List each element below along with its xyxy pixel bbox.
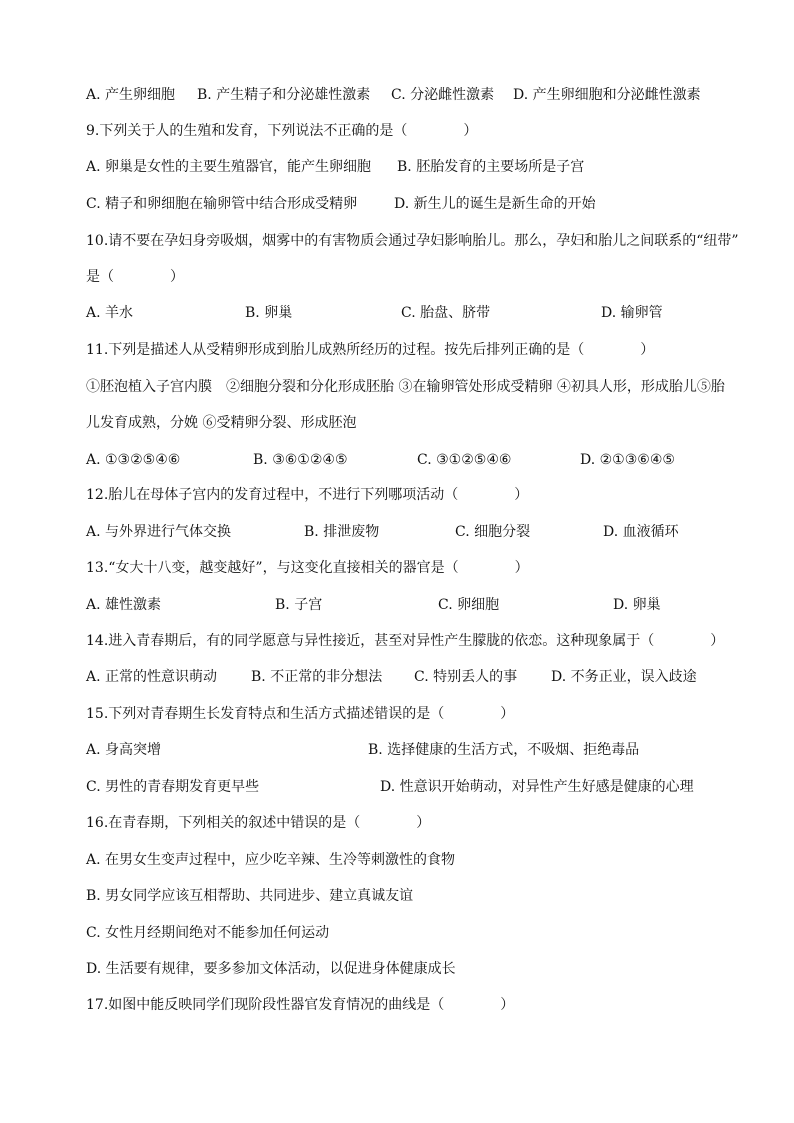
q11-option-a: A. ①③②⑤④⑥ [86, 452, 181, 468]
q9-option-b: B. 胚胎发育的主要场所是子宫 [397, 159, 585, 175]
q10-stem-line2: 是（ ） [86, 269, 184, 285]
q8-option-b: B. 产生精子和分泌雄性激素 [197, 87, 371, 103]
q10-option-d: D. 输卵管 [601, 305, 663, 321]
q11-desc-line2: 儿发育成熟，分娩 ⑥受精卵分裂、形成胚泡 [86, 415, 357, 431]
q14-option-b: B. 不正常的非分想法 [251, 669, 383, 685]
q13-option-d: D. 卵巢 [613, 597, 661, 613]
q15-option-b: B. 选择健康的生活方式，不吸烟、拒绝毒品 [368, 742, 640, 758]
q10-option-a: A. 羊水 [86, 305, 134, 321]
q8-option-d: D. 产生卵细胞和分泌雌性激素 [513, 87, 701, 103]
q14-stem: 14.进入青春期后，有的同学愿意与异性接近，甚至对异性产生朦胧的依恋。这种现象属于（ ） [86, 633, 725, 649]
q17-stem: 17.如图中能反映同学们现阶段性器官发育情况的曲线是（ ） [86, 997, 515, 1013]
q13-option-a: A. 雄性激素 [86, 597, 162, 613]
q14-option-c: C. 特别丢人的事 [414, 669, 518, 685]
q14-option-a: A. 正常的性意识萌动 [86, 669, 218, 685]
q11-desc-line1: ①胚泡植入子宫内膜 ②细胞分裂和分化形成胚胎 ③在输卵管处形成受精卵 ④初具人形，形成胎儿⑤胎 [86, 379, 725, 395]
q12-option-a: A. 与外界进行气体交换 [86, 524, 232, 540]
q8-option-c: C. 分泌雌性激素 [391, 87, 495, 103]
q11-option-d: D. ②①③⑥④⑤ [580, 452, 675, 468]
q10-stem-line1: 10.请不要在孕妇身旁吸烟，烟雾中的有害物质会通过孕妇影响胎儿。那么，孕妇和胎儿之间联系的“纽带” [86, 233, 739, 249]
q12-option-d: D. 血液循环 [603, 524, 679, 540]
q15-option-c: C. 男性的青春期发育更早些 [86, 779, 260, 795]
q13-stem: 13.“女大十八变，越变越好”，与这变化直接相关的器官是（ ） [86, 560, 529, 576]
q13-option-c: C. 卵细胞 [438, 597, 500, 613]
q16-option-c: C. 女性月经期间绝对不能参加任何运动 [86, 925, 330, 941]
q9-option-d: D. 新生儿的诞生是新生命的开始 [394, 196, 596, 212]
q16-option-a: A. 在男女生变声过程中，应少吃辛辣、生冷等刺激性的食物 [86, 852, 456, 868]
q14-option-d: D. 不务正业，误入歧途 [551, 669, 697, 685]
q8-option-a: A. 产生卵细胞 [86, 87, 176, 103]
q16-option-d: D. 生活要有规律，要多参加文体活动，以促进身体健康成长 [86, 961, 456, 977]
q16-stem: 16.在青春期，下列相关的叙述中错误的是（ ） [86, 815, 431, 831]
q11-option-b: B. ③⑥①②④⑤ [253, 452, 348, 468]
q13-option-b: B. 子宫 [275, 597, 323, 613]
q9-option-a: A. 卵巢是女性的主要生殖器官，能产生卵细胞 [86, 159, 372, 175]
q15-option-d: D. 性意识开始萌动，对异性产生好感是健康的心理 [380, 779, 694, 795]
q12-option-b: B. 排泄废物 [304, 524, 380, 540]
q12-option-c: C. 细胞分裂 [455, 524, 531, 540]
q16-option-b: B. 男女同学应该互相帮助、共同进步、建立真诚友谊 [86, 888, 414, 904]
q11-stem: 11.下列是描述人从受精卵形成到胎儿成熟所经历的过程。按先后排列正确的是（ ） [86, 342, 655, 358]
q12-stem: 12.胎儿在母体子宫内的发育过程中，不进行下列哪项活动（ ） [86, 487, 529, 503]
q11-option-c: C. ③①②⑤④⑥ [417, 452, 512, 468]
q10-option-c: C. 胎盘、脐带 [401, 305, 491, 321]
q10-option-b: B. 卵巢 [245, 305, 293, 321]
q15-stem: 15.下列对青春期生长发育特点和生活方式描述错误的是（ ） [86, 706, 515, 722]
q9-option-c: C. 精子和卵细胞在输卵管中结合形成受精卵 [86, 196, 358, 212]
q9-stem: 9.下列关于人的生殖和发育，下列说法不正确的是（ ） [86, 123, 478, 139]
q15-option-a: A. 身高突增 [86, 742, 162, 758]
